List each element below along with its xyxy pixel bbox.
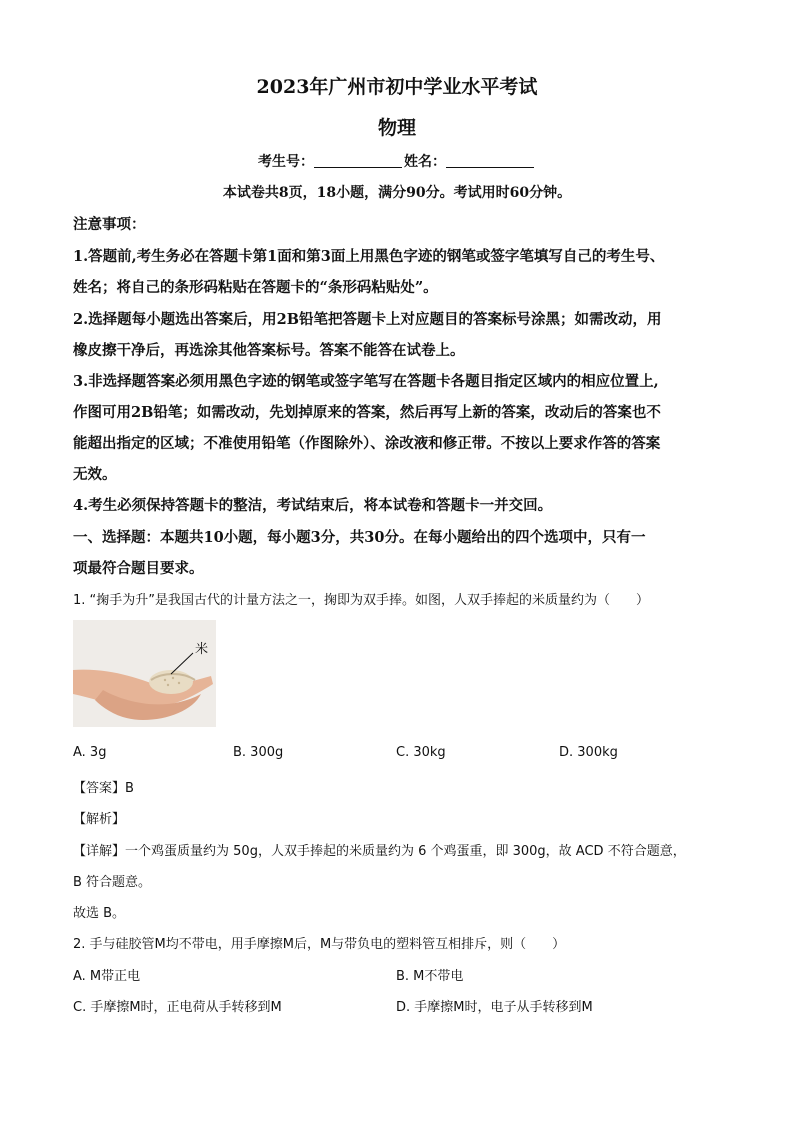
detail-text: 一个鸡蛋质量约为 50g，人双手捧起的米质量约为 6 个鸡蛋重，即 300g，故 ACD 不符合题意， [125, 844, 686, 859]
question-1-answer [73, 777, 134, 796]
exam-info: 本试卷共8页，18小题，满分90分。考试用时60分钟。 [222, 185, 572, 201]
question-1-option-b: B. 300g [233, 745, 284, 760]
detail-tag: 【详解】 [73, 844, 126, 859]
section-heading-cont: 项最符合题目要求。 [73, 560, 204, 577]
answer-value: B [125, 781, 134, 796]
exam-title: 2023年广州市初中学业水平考试 [256, 76, 538, 98]
question-1-option-c: C. 30kg [396, 745, 446, 760]
question-2-stem: 2. 手与硅胶管M均不带电，用手摩擦M后，M与带负电的塑料管互相排斥，则（ ） [73, 937, 566, 952]
exam-subject: 物理 [377, 117, 416, 139]
candidate-name-blank [446, 153, 534, 168]
notes-line: 3.非选择题答案必须用黑色字迹的钢笔或签字笔写在答题卡各题目指定区域内的相应位置上, [73, 373, 659, 390]
question-1-detail [73, 840, 686, 859]
answer-tag: 【答案】 [73, 781, 126, 796]
notes-line: 橡皮擦干净后，再选涂其他答案标号。答案不能答在试卷上。 [73, 342, 465, 359]
question-1-analysis-tag: 【解析】 [73, 812, 126, 827]
question-2-option-b: B. M不带电 [396, 969, 464, 984]
question-1-option-a: A. 3g [73, 745, 107, 760]
notes-line: 无效。 [73, 466, 117, 483]
question-1-detail-cont: B 符合题意。 [73, 875, 152, 890]
question-2-option-a: A. M带正电 [73, 969, 141, 984]
notes-line: 2.选择题每小题选出答案后，用2B铅笔把答题卡上对应题目的答案标号涂黑；如需改动，用 [73, 311, 662, 328]
question-2-option-c: C. 手摩擦M时，正电荷从手转移到M [73, 1000, 282, 1015]
hands-holding-rice-image [73, 620, 216, 727]
notes-line: 姓名；将自己的条形码粘贴在答题卡的“条形码粘贴处”。 [73, 279, 438, 296]
question-2-option-d: D. 手摩擦M时，电子从手转移到M [396, 1000, 593, 1015]
notes-line: 1.答题前,考生务必在答题卡第1面和第3面上用黑色字迹的钢笔或签字笔填写自己的考生号、 [73, 248, 665, 265]
notes-heading: 注意事项： [73, 216, 146, 233]
candidate-info-line [0, 151, 794, 171]
candidate-id-label: 考生号： [258, 154, 314, 170]
candidate-name-label: 姓名： [404, 154, 446, 170]
question-1-stem: 1. “掬手为升”是我国古代的计量方法之一，掬即为双手捧。如图，人双手捧起的米质量约为（ ） [73, 593, 650, 608]
question-1-option-d: D. 300kg [559, 745, 618, 760]
notes-line: 4.考生必须保持答题卡的整洁，考试结束后，将本试卷和答题卡一并交回。 [73, 497, 553, 514]
notes-line: 作图可用2B铅笔；如需改动，先划掉原来的答案，然后再写上新的答案，改动后的答案也不 [73, 404, 661, 421]
image-label-rice: 米 [195, 642, 209, 657]
question-1-conclusion: 故选 B。 [73, 906, 126, 921]
section-heading: 一、选择题：本题共10小题，每小题3分，共30分。在每小题给出的四个选项中，只有一 [73, 529, 646, 546]
notes-line: 能超出指定的区域；不准使用铅笔（作图除外）、涂改液和修正带。不按以上要求作答的答案 [73, 435, 661, 452]
candidate-id-blank [314, 153, 402, 168]
